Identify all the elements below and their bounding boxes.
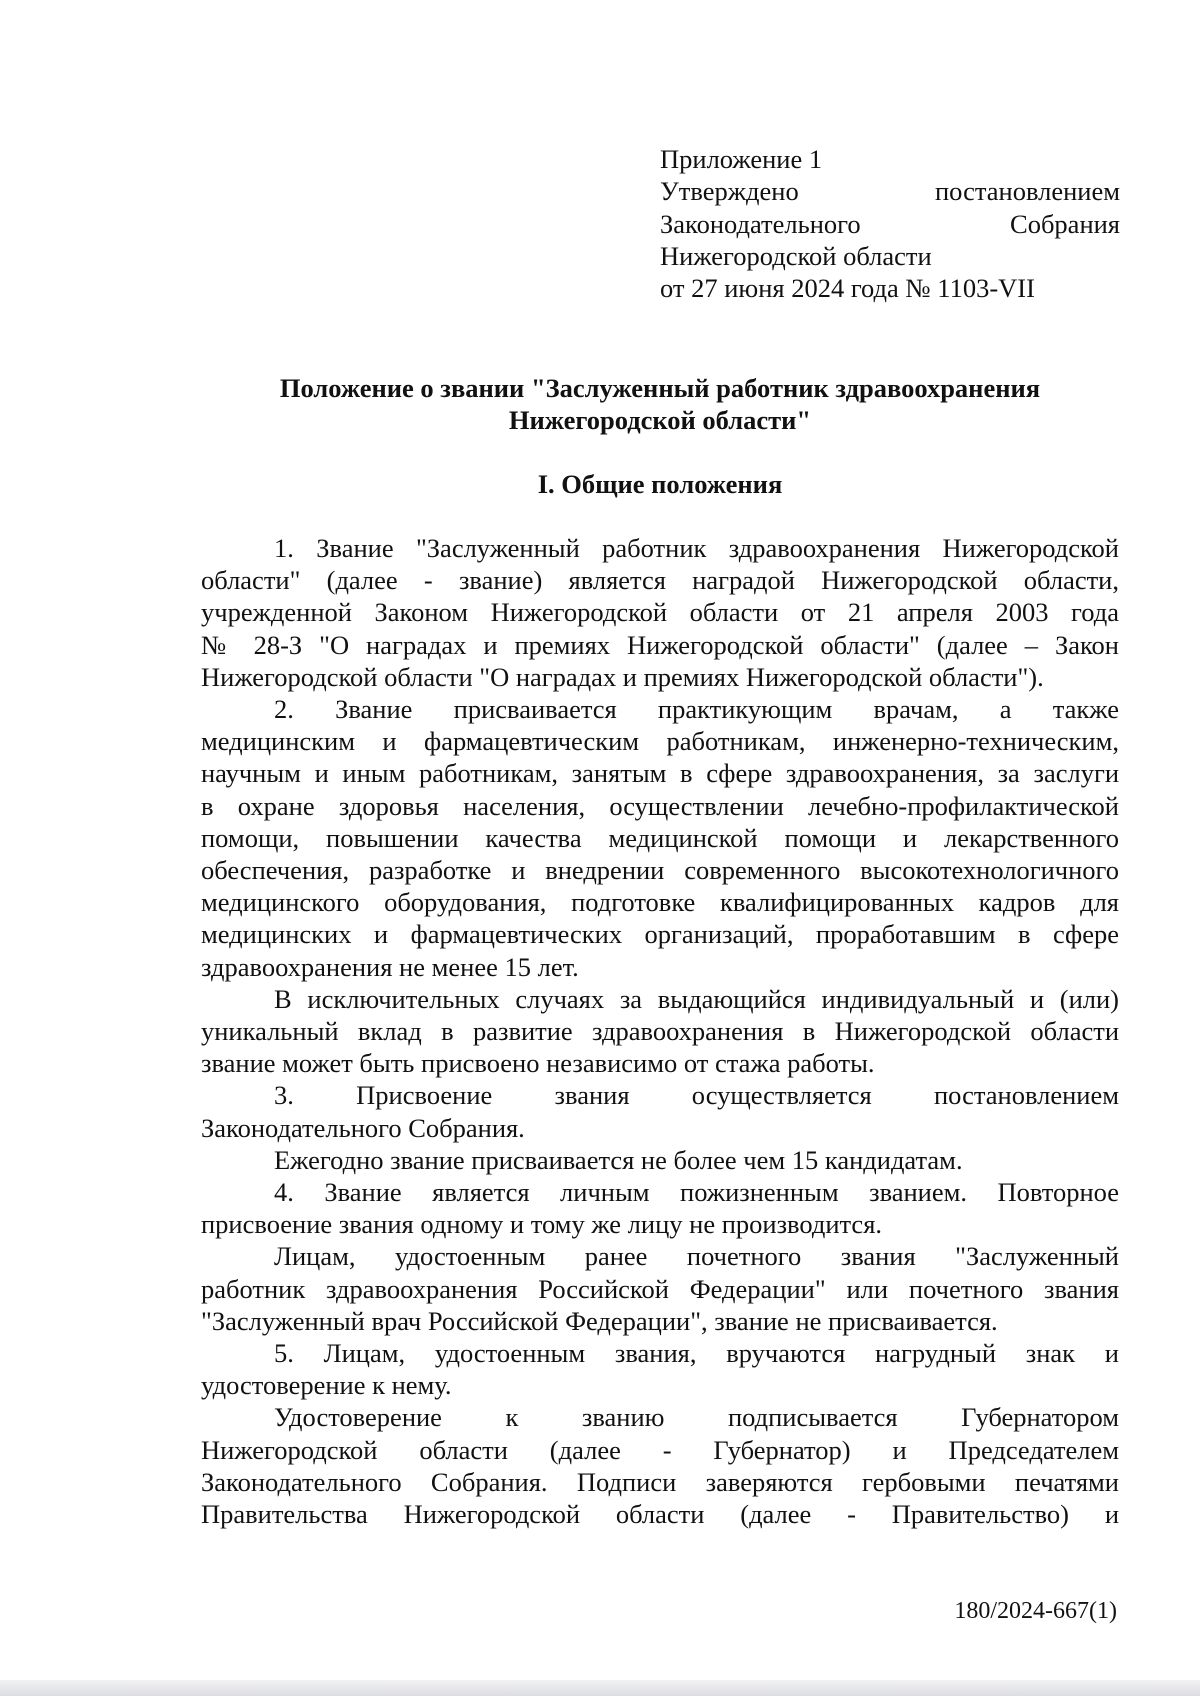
paragraph-line: удостоверение к нему. xyxy=(201,1370,452,1401)
paragraph-line: звание может быть присвоено независимо от стажа работы. xyxy=(201,1048,875,1079)
paragraph-line: 3. Присвоение звания осуществляется постановлением xyxy=(274,1080,1119,1111)
paragraph-line: Нижегородской области (далее - Губернатор) и Председателем xyxy=(201,1434,1119,1465)
paragraph-line: уникальный вклад в развитие здравоохранения в Нижегородской области xyxy=(201,1016,1119,1047)
paragraph-line: научным и иным работникам, занятым в сфере здравоохранения, за заслуги xyxy=(201,758,1119,789)
paragraph-line: 5. Лицам, удостоенным звания, вручаются нагрудный знак и xyxy=(274,1338,1119,1369)
paragraph-line: Нижегородской области "О наградах и премиях Нижегородской области"). xyxy=(201,661,1044,692)
paragraph-line: здравоохранения не менее 15 лет. xyxy=(201,951,579,982)
paragraph-line: медицинским и фармацевтическим работникам, инженерно-техническим, xyxy=(201,726,1119,757)
document-title xyxy=(200,372,1120,436)
paragraph-line: Законодательного Собрания. xyxy=(201,1112,525,1143)
paragraph-line: Удостоверение к званию подписывается Губернатором xyxy=(274,1402,1119,1433)
paragraph-line: Правительства Нижегородской области (далее - Правительство) и xyxy=(201,1499,1119,1530)
paragraph-line: области" (далее - звание) является наградой Нижегородской области, xyxy=(201,565,1119,596)
paragraph-line: Законодательного Собрания. Подписи заверяются гербовыми печатями xyxy=(201,1466,1119,1497)
approval-block xyxy=(660,143,1120,304)
document-registration-code: 180/2024-667(1) xyxy=(954,1598,1117,1624)
approval-date-number: от 27 июня 2024 года № 1103-VII xyxy=(660,273,1035,304)
paragraph-line: обеспечения, разработке и внедрении современного высокотехнологичного xyxy=(201,855,1119,886)
paragraph-line: 4. Звание является личным пожизненным званием. Повторное xyxy=(274,1177,1119,1208)
section-heading: I. Общие положения xyxy=(537,469,783,499)
document-title-line: Положение о звании "Заслуженный работник здравоохранения xyxy=(279,373,1041,403)
approval-line: Законодательного Собрания xyxy=(660,208,1120,239)
paragraph-line: медицинских и фармацевтических организаций, проработавшим в сфере xyxy=(201,919,1119,950)
paragraph-line: в охране здоровья населения, осуществлении лечебно-профилактической xyxy=(201,790,1119,821)
approval-line: Утверждено постановлением xyxy=(660,176,1120,207)
paragraph-line: работник здравоохранения Российской Федерации" или почетного звания xyxy=(201,1273,1119,1304)
paragraph-line: В исключительных случаях за выдающийся индивидуальный и (или) xyxy=(274,983,1119,1014)
appendix-label: Приложение 1 xyxy=(660,144,823,174)
paragraph-line: медицинского оборудования, подготовке квалифицированных кадров для xyxy=(201,887,1119,918)
paragraph-line: "Заслуженный врач Российской Федерации", звание не присваивается. xyxy=(201,1305,998,1336)
paragraph-line: Лицам, удостоенным ранее почетного звания "Заслуженный xyxy=(274,1241,1119,1272)
paragraph-line: 1. Звание "Заслуженный работник здравоохранения Нижегородской xyxy=(274,533,1119,563)
paragraph-line: учрежденной Законом Нижегородской области от 21 апреля 2003 года xyxy=(201,597,1119,628)
paragraph-line: 2. Звание присваивается практикующим врачам, а также xyxy=(274,694,1119,725)
paragraph-line: присвоение звания одному и тому же лицу не производится. xyxy=(201,1209,883,1240)
document-title-line: Нижегородской области" xyxy=(508,405,812,435)
paragraph-line: № 28-З "О наградах и премиях Нижегородской области" (далее – Закон xyxy=(201,629,1119,660)
approval-line: Нижегородской области xyxy=(660,240,932,271)
document-body xyxy=(201,532,1119,1530)
paragraph-line: Ежегодно звание присваивается не более чем 15 кандидатам. xyxy=(274,1144,963,1175)
scan-bottom-edge xyxy=(0,1680,1200,1696)
paragraph-line: помощи, повышении качества медицинской помощи и лекарственного xyxy=(201,822,1119,853)
